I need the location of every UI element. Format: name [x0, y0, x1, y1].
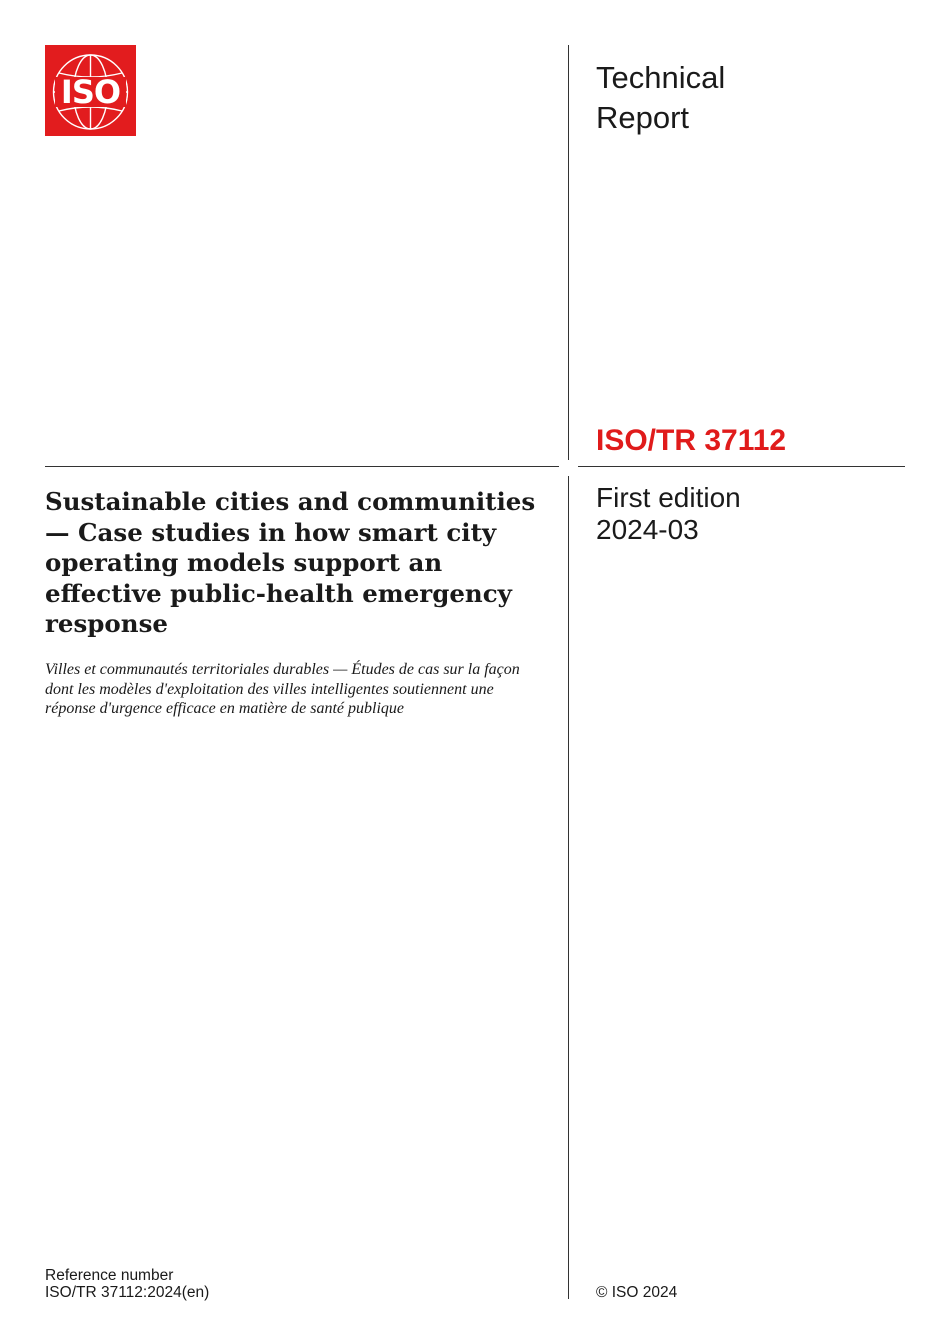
iso-logo: [45, 45, 136, 136]
iso-globe-icon: [45, 45, 136, 136]
reference-number-value: ISO/TR 37112:2024(en): [45, 1284, 210, 1301]
reference-number-block: [45, 1267, 209, 1301]
vertical-divider-top: [568, 45, 569, 460]
iso-logo-text: ISO: [60, 73, 121, 111]
document-number: ISO/TR 37112: [596, 424, 787, 457]
document-type-line2: Report: [596, 100, 690, 135]
document-subtitle-french: Villes et communautés territoriales durables — Études de cas sur la façon dont les modèles d'exploitation des villes intelligentes soutiennent une réponse d'urgence efficace en matière de santé publique: [45, 661, 520, 717]
reference-number-label: Reference number: [45, 1267, 174, 1284]
vertical-divider-bottom: [568, 476, 569, 1299]
horizontal-rule-right: [578, 466, 905, 467]
horizontal-rule-left: [45, 466, 559, 467]
document-type: [596, 58, 896, 138]
document-title: Sustainable cities and communities — Case studies in how smart city operating models support an effective public-health emergency response: [45, 487, 536, 638]
document-type-line1: Technical: [596, 60, 726, 95]
edition-date: 2024-03: [596, 514, 699, 545]
edition-label: First edition: [596, 482, 741, 513]
edition-block: [596, 482, 741, 546]
copyright-notice: © ISO 2024: [596, 1284, 678, 1301]
